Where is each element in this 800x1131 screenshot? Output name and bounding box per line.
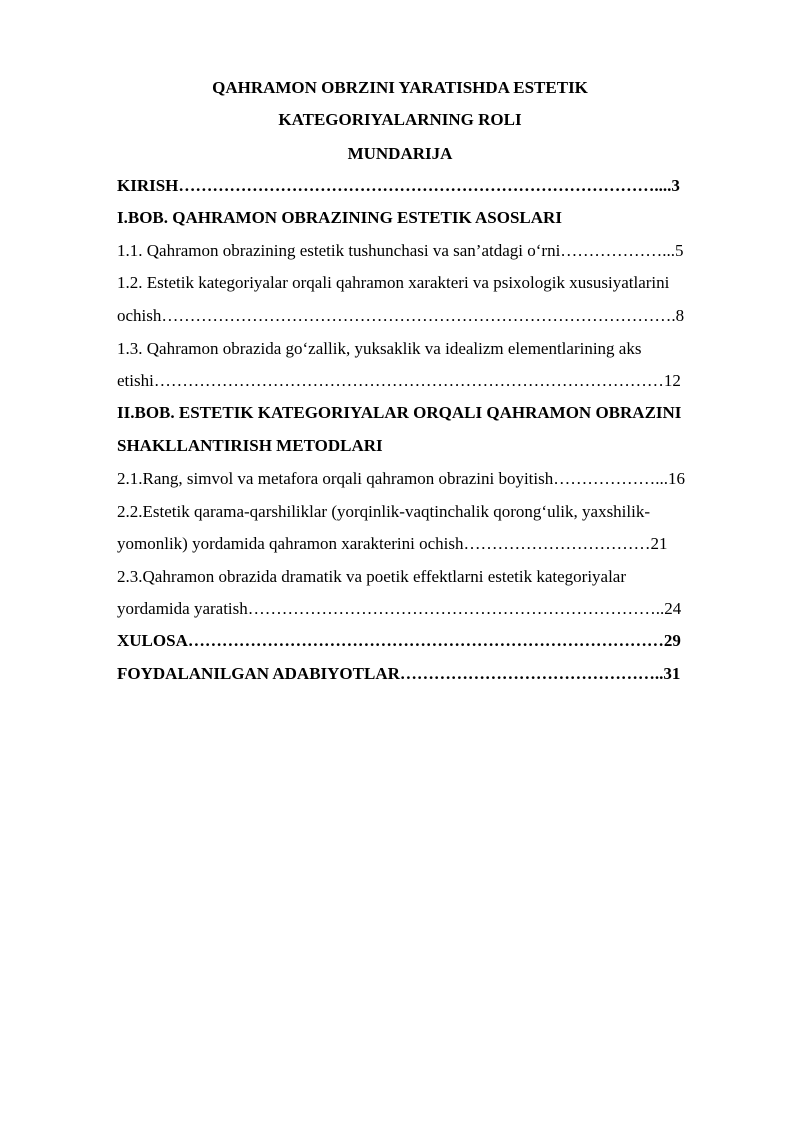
toc-chapter-2-title-line-2: SHAKLLANTIRISH METODLARI xyxy=(117,436,383,455)
toc-chapter-1-title: I.BOB. QAHRAMON OBRAZINING ESTETIK ASOSLARI xyxy=(117,208,562,227)
document-title-line-1: QAHRAMON OBRZINI YARATISHDA ESTETIK xyxy=(212,78,588,97)
toc-section-1-3-line-2: etishi………………………………………………………………………………12 xyxy=(117,371,681,390)
toc-section-2-1: 2.1.Rang, simvol va metafora orqali qahramon obrazini boyitish………………...16 xyxy=(117,469,685,488)
contents-heading: MUNDARIJA xyxy=(347,144,453,163)
toc-entry-references: FOYDALANILGAN ADABIYOTLAR………………………………………..31 xyxy=(117,664,681,683)
toc-section-1-3-line-1: 1.3. Qahramon obrazida go‘zallik, yuksaklik va idealizm elementlarining aks xyxy=(117,339,642,358)
toc-section-1-1: 1.1. Qahramon obrazining estetik tushunchasi va san’atdagi o‘rni………………...5 xyxy=(117,241,684,260)
toc-entry-conclusion: XULOSA…………………………………………………………………………29 xyxy=(117,631,681,650)
toc-entry-intro: KIRISH…………………………………………………………………………....3 xyxy=(117,176,680,195)
toc-section-2-2-line-1: 2.2.Estetik qarama-qarshiliklar (yorqinlik-vaqtinchalik qorong‘ulik, yaxshilik- xyxy=(117,502,651,521)
toc-section-1-2-line-1: 1.2. Estetik kategoriyalar orqali qahramon xarakteri va psixologik xususiyatlarini xyxy=(117,273,670,292)
toc-section-2-3-line-1: 2.3.Qahramon obrazida dramatik va poetik effektlarni estetik kategoriyalar xyxy=(117,567,627,586)
document-title-line-2: KATEGORIYALARNING ROLI xyxy=(278,110,522,129)
toc-section-2-2-line-2: yomonlik) yordamida qahramon xarakterini ochish……………………………21 xyxy=(117,534,668,553)
toc-section-2-3-line-2: yordamida yaratish………………………………………………………………..24 xyxy=(117,599,682,618)
toc-chapter-2-title-line-1: II.BOB. ESTETIK KATEGORIYALAR ORQALI QAHRAMON OBRAZINI xyxy=(117,403,682,422)
toc-section-1-2-line-2: ochish……………………………………………………………………………….8 xyxy=(117,306,685,325)
